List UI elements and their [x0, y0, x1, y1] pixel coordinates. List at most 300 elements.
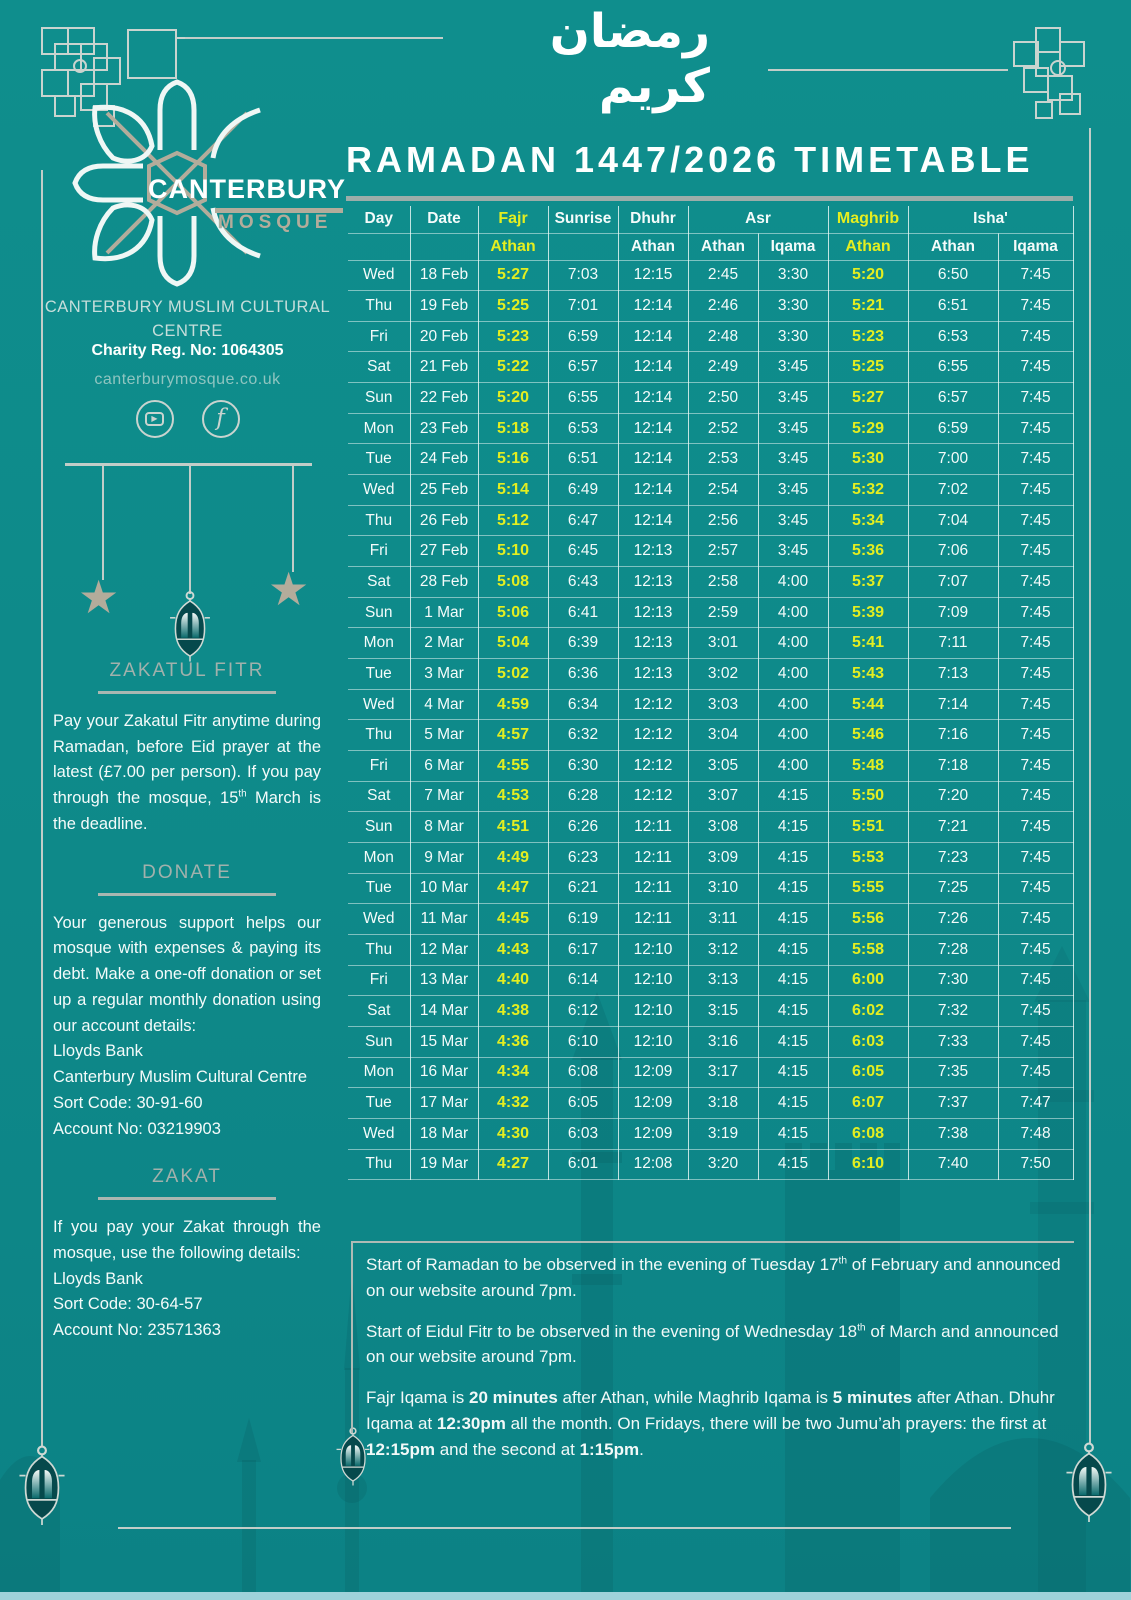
cell: 12:14 — [618, 475, 688, 506]
cell: 4:38 — [478, 996, 548, 1027]
cell: 5:14 — [478, 475, 548, 506]
cell: 6:53 — [548, 413, 618, 444]
cell: 1 Mar — [410, 597, 478, 628]
cell: 4:00 — [758, 689, 828, 720]
facebook-icon[interactable]: f — [202, 400, 240, 438]
cell: 7:45 — [998, 996, 1073, 1027]
cell: 7:45 — [998, 781, 1073, 812]
cell: 27 Feb — [410, 536, 478, 567]
cell: 4:15 — [758, 1088, 828, 1119]
cell: 2:53 — [688, 444, 758, 475]
cell: 3:13 — [688, 965, 758, 996]
cell: 6:57 — [908, 383, 998, 414]
column-header: Dhuhr — [618, 206, 688, 233]
website-link[interactable]: canterburymosque.co.uk — [94, 371, 281, 388]
table-row — [348, 475, 1073, 506]
cell: 3 Mar — [410, 659, 478, 690]
cell: 7:50 — [998, 1149, 1073, 1180]
decor-string-right — [292, 464, 294, 572]
cell: 4:00 — [758, 567, 828, 598]
cell: 7:20 — [908, 781, 998, 812]
table-row — [348, 1149, 1073, 1180]
cell: 3:11 — [688, 904, 758, 935]
cell: 6:08 — [828, 1118, 908, 1149]
cell: 6:19 — [548, 904, 618, 935]
bottom-edge-strip — [0, 1592, 1131, 1600]
cell: 7:45 — [998, 965, 1073, 996]
cell: Sat — [348, 352, 410, 383]
cell: 7:45 — [998, 413, 1073, 444]
table-row — [348, 444, 1073, 475]
social-icons — [40, 400, 335, 438]
column-header: Maghrib — [828, 206, 908, 233]
text-run: 20 minutes — [468, 1388, 558, 1408]
cell: 4:15 — [758, 934, 828, 965]
cell: 4:27 — [478, 1149, 548, 1180]
text-run: after Athan. Dhuhr Iqama at — [366, 1388, 1055, 1434]
section-paragraph — [53, 1267, 321, 1293]
cell: 3:45 — [758, 413, 828, 444]
frame-line-left — [41, 170, 43, 1446]
cell: 19 Feb — [410, 291, 478, 322]
cell: 6:03 — [548, 1118, 618, 1149]
cell: 6:05 — [828, 1057, 908, 1088]
cell: 6:03 — [828, 1026, 908, 1057]
cell: 7:00 — [908, 444, 998, 475]
cell: 5 Mar — [410, 720, 478, 751]
cell: Sat — [348, 996, 410, 1027]
text-run: 12:15pm — [366, 1439, 435, 1459]
cell: 7:45 — [998, 934, 1073, 965]
cell: 5:39 — [828, 597, 908, 628]
cell: 12:13 — [618, 597, 688, 628]
cell: 7:13 — [908, 659, 998, 690]
lantern-bottom-left — [16, 1444, 68, 1528]
text-run: Lloyds Bank — [53, 1042, 143, 1061]
cell: 4:00 — [758, 628, 828, 659]
cell: 15 Mar — [410, 1026, 478, 1057]
cell: Mon — [348, 628, 410, 659]
cell: 2:50 — [688, 383, 758, 414]
cell: 5:27 — [478, 260, 548, 291]
charity-registration: Charity Reg. No: 1064305 — [91, 342, 284, 359]
cell: 12:12 — [618, 781, 688, 812]
cell: 5:43 — [828, 659, 908, 690]
column-subheader: Iqama — [758, 233, 828, 260]
column-header: Date — [410, 206, 478, 233]
cell: 7:26 — [908, 904, 998, 935]
cell: 7:45 — [998, 291, 1073, 322]
column-header: Asr — [688, 206, 828, 233]
table-row — [348, 720, 1073, 751]
cell: 4:36 — [478, 1026, 548, 1057]
table-row — [348, 873, 1073, 904]
cell: 19 Mar — [410, 1149, 478, 1180]
cell: 3:02 — [688, 659, 758, 690]
cell: 5:56 — [828, 904, 908, 935]
table-row — [348, 996, 1073, 1027]
section-paragraph — [53, 1292, 321, 1318]
text-run: Account No: 03219903 — [53, 1119, 221, 1138]
cell: 4:55 — [478, 751, 548, 782]
cell: 7:45 — [998, 904, 1073, 935]
cell: Sun — [348, 812, 410, 843]
cell: 6:47 — [548, 505, 618, 536]
cell: 5:50 — [828, 781, 908, 812]
cell: 3:09 — [688, 842, 758, 873]
cell: 6:10 — [828, 1149, 908, 1180]
cell: Tue — [348, 1088, 410, 1119]
cell: 4:15 — [758, 812, 828, 843]
cell: 3:15 — [688, 996, 758, 1027]
cell: 7:45 — [998, 812, 1073, 843]
cell: 12:11 — [618, 873, 688, 904]
cell: 6:01 — [548, 1149, 618, 1180]
cell: 7:38 — [908, 1118, 998, 1149]
cell: Wed — [348, 1118, 410, 1149]
cell: 6:02 — [828, 996, 908, 1027]
cell: 3:01 — [688, 628, 758, 659]
cell: 5:23 — [828, 321, 908, 352]
cell: 4:49 — [478, 842, 548, 873]
section-donate — [53, 862, 321, 1143]
cell: 12:09 — [618, 1088, 688, 1119]
table-row — [348, 321, 1073, 352]
table-row — [348, 291, 1073, 322]
note-paragraph — [366, 1385, 1068, 1462]
note-paragraph — [366, 1319, 1068, 1371]
cell: 4:00 — [758, 597, 828, 628]
cell: 5:29 — [828, 413, 908, 444]
cell: Thu — [348, 1149, 410, 1180]
cell: Mon — [348, 842, 410, 873]
cell: 20 Feb — [410, 321, 478, 352]
cell: 6:53 — [908, 321, 998, 352]
cell: 3:45 — [758, 352, 828, 383]
cell: 3:07 — [688, 781, 758, 812]
cell: Mon — [348, 413, 410, 444]
cell: 4:53 — [478, 781, 548, 812]
cell: 10 Mar — [410, 873, 478, 904]
section-underline — [98, 691, 276, 694]
cell: 12:10 — [618, 1026, 688, 1057]
cell: 5:48 — [828, 751, 908, 782]
cell: 12:14 — [618, 444, 688, 475]
ramadan-kareem-calligraphy: رمضان كريم — [549, 4, 710, 114]
cell: 7:30 — [908, 965, 998, 996]
cell: Thu — [348, 505, 410, 536]
cell: 4:15 — [758, 996, 828, 1027]
cell: 6:08 — [548, 1057, 618, 1088]
section-zakat — [53, 1166, 321, 1344]
notes-left-rule — [351, 1241, 353, 1433]
page-title: RAMADAN 1447/2026 TIMETABLE — [346, 139, 1034, 180]
frame-line-top-right — [768, 69, 1008, 71]
organisation-name: CANTERBURY MUSLIM CULTURAL CENTRE — [44, 298, 331, 340]
cell: 7:45 — [998, 689, 1073, 720]
cell: 6:14 — [548, 965, 618, 996]
cell: 12:14 — [618, 321, 688, 352]
cell: 5:32 — [828, 475, 908, 506]
table-row — [348, 628, 1073, 659]
cell: 7:45 — [998, 536, 1073, 567]
text-run: Start of Eidul Fitr to be observed in the evening of Wednesday 18 — [366, 1321, 858, 1341]
cell: 5:23 — [478, 321, 548, 352]
cell: 4:45 — [478, 904, 548, 935]
cell: 26 Feb — [410, 505, 478, 536]
cell: 6:41 — [548, 597, 618, 628]
text-run: of February and announced on our website around 7pm. — [366, 1255, 1061, 1300]
cell: 7:45 — [998, 720, 1073, 751]
text-run: Lloyds Bank — [53, 1269, 143, 1288]
mosque-logo — [55, 78, 355, 303]
cell: 3:45 — [758, 536, 828, 567]
cell: 5:27 — [828, 383, 908, 414]
frame-line-bottom — [118, 1527, 1011, 1529]
cell: 7:45 — [998, 505, 1073, 536]
cell: 4:00 — [758, 659, 828, 690]
star-icon-right: ★ — [268, 563, 310, 615]
text-run: and the second at — [434, 1439, 580, 1459]
cell: Sat — [348, 781, 410, 812]
cell: 5:44 — [828, 689, 908, 720]
cell: 4:59 — [478, 689, 548, 720]
cell: Thu — [348, 720, 410, 751]
text-run: th — [238, 788, 247, 800]
cell: 7:28 — [908, 934, 998, 965]
cell: 3:03 — [688, 689, 758, 720]
cell: 5:08 — [478, 567, 548, 598]
cell: 5:34 — [828, 505, 908, 536]
cell: 6:50 — [908, 260, 998, 291]
cell: 5:25 — [478, 291, 548, 322]
cell: Wed — [348, 260, 410, 291]
cell: 28 Feb — [410, 567, 478, 598]
section-paragraph — [53, 1117, 321, 1143]
cell: 4:15 — [758, 1057, 828, 1088]
subheader-row — [348, 233, 1073, 260]
cell: 7:45 — [998, 597, 1073, 628]
table-row — [348, 413, 1073, 444]
cell: 5:16 — [478, 444, 548, 475]
column-subheader: Athan — [478, 233, 548, 260]
cell: 2:49 — [688, 352, 758, 383]
cell: 7:45 — [998, 260, 1073, 291]
cell: 7:01 — [548, 291, 618, 322]
cell: 7:04 — [908, 505, 998, 536]
text-run: If you pay your Zakat through the mosque, use the following details: — [53, 1218, 321, 1263]
youtube-icon[interactable]: ▶ — [136, 400, 174, 438]
section-paragraph — [53, 1065, 321, 1091]
table-row — [348, 597, 1073, 628]
cell: Fri — [348, 751, 410, 782]
cell: 7:45 — [998, 751, 1073, 782]
cell: 7:45 — [998, 628, 1073, 659]
timetable — [348, 206, 1074, 1180]
text-run: Fajr Iqama is — [366, 1388, 469, 1408]
cell: 6:05 — [548, 1088, 618, 1119]
cell: 3:19 — [688, 1118, 758, 1149]
cell: 6:51 — [548, 444, 618, 475]
table-row — [348, 934, 1073, 965]
cell: 5:37 — [828, 567, 908, 598]
header-row — [348, 206, 1073, 233]
text-run: 1:15pm — [579, 1439, 640, 1459]
cell: 2:57 — [688, 536, 758, 567]
cell: 22 Feb — [410, 383, 478, 414]
section-underline — [98, 893, 276, 896]
cell: 7:37 — [908, 1088, 998, 1119]
cell: 7:45 — [998, 383, 1073, 414]
cell: 12:10 — [618, 934, 688, 965]
logo-wordmark: CANTERBURY — [148, 174, 346, 204]
cell: 6:23 — [548, 842, 618, 873]
cell: 13 Mar — [410, 965, 478, 996]
cell: 4:15 — [758, 842, 828, 873]
cell: 5:18 — [478, 413, 548, 444]
section-paragraph — [53, 911, 321, 1040]
table-row — [348, 260, 1073, 291]
cell: Tue — [348, 444, 410, 475]
text-run: 12:30pm — [436, 1414, 506, 1434]
cell: 5:58 — [828, 934, 908, 965]
cell: 4:40 — [478, 965, 548, 996]
table-row — [348, 536, 1073, 567]
cell: Sun — [348, 597, 410, 628]
section-paragraph — [53, 709, 321, 838]
text-run: Canterbury Muslim Cultural Centre — [53, 1068, 308, 1087]
cell: 6:21 — [548, 873, 618, 904]
cell: 4:43 — [478, 934, 548, 965]
cell: 6:43 — [548, 567, 618, 598]
cell: 12:11 — [618, 812, 688, 843]
section-heading: ZAKATUL FITR — [109, 660, 265, 681]
cell: 3:05 — [688, 751, 758, 782]
cell: Wed — [348, 689, 410, 720]
cell: 4:34 — [478, 1057, 548, 1088]
cell: 12:14 — [618, 383, 688, 414]
text-run: all the month. On Fridays, there will be two Jumu’ah prayers: the first at — [505, 1414, 1047, 1434]
cell: 4:15 — [758, 781, 828, 812]
cell: 7:45 — [998, 1026, 1073, 1057]
cell: 12:12 — [618, 720, 688, 751]
cell: 7:45 — [998, 444, 1073, 475]
cell: 12:13 — [618, 628, 688, 659]
section-heading: ZAKAT — [152, 1166, 222, 1188]
cell: 7:45 — [998, 842, 1073, 873]
column-header: Fajr — [478, 206, 548, 233]
table-row — [348, 812, 1073, 843]
cell: 7:07 — [908, 567, 998, 598]
table-row — [348, 1026, 1073, 1057]
cell: 5:41 — [828, 628, 908, 659]
text-run: . — [639, 1439, 644, 1459]
cell: 12:11 — [618, 842, 688, 873]
cell: 5:04 — [478, 628, 548, 659]
cell: 3:45 — [758, 475, 828, 506]
frame-line-top-left — [185, 37, 443, 39]
column-subheader — [410, 233, 478, 260]
cell: 12:14 — [618, 505, 688, 536]
cell: 4:51 — [478, 812, 548, 843]
text-run: of March and announced on our website around 7pm. — [366, 1321, 1059, 1367]
table-row — [348, 383, 1073, 414]
cell: 3:45 — [758, 444, 828, 475]
text-run: after Athan, while Maghrib Iqama is — [557, 1388, 833, 1408]
cell: Fri — [348, 536, 410, 567]
cell: 3:45 — [758, 383, 828, 414]
text-run: Start of Ramadan to be observed in the evening of Tuesday 17 — [366, 1255, 839, 1274]
table-row — [348, 689, 1073, 720]
section-paragraph — [53, 1091, 321, 1117]
cell: 6:34 — [548, 689, 618, 720]
cell: 7:45 — [998, 352, 1073, 383]
decor-string-middle — [189, 464, 191, 594]
cell: 12:11 — [618, 904, 688, 935]
cell: 6:07 — [828, 1088, 908, 1119]
section-paragraph — [53, 1039, 321, 1065]
cell: 12:15 — [618, 260, 688, 291]
cell: 3:18 — [688, 1088, 758, 1119]
cell: 7:25 — [908, 873, 998, 904]
cell: 7:09 — [908, 597, 998, 628]
notes-top-rule — [352, 1241, 1074, 1243]
cell: 4:15 — [758, 1149, 828, 1180]
cell: Wed — [348, 904, 410, 935]
cell: 9 Mar — [410, 842, 478, 873]
cell: 5:21 — [828, 291, 908, 322]
cell: 5:12 — [478, 505, 548, 536]
cell: 4:47 — [478, 873, 548, 904]
cell: 6:55 — [548, 383, 618, 414]
cell: 2:56 — [688, 505, 758, 536]
cell: 5:30 — [828, 444, 908, 475]
cell: 6:28 — [548, 781, 618, 812]
cell: 6:26 — [548, 812, 618, 843]
cell: 7:45 — [998, 659, 1073, 690]
column-header: Sunrise — [548, 206, 618, 233]
column-subheader: Athan — [828, 233, 908, 260]
cell: 12:13 — [618, 659, 688, 690]
sidebar-sections — [53, 660, 321, 1368]
cell: 5:06 — [478, 597, 548, 628]
table-row — [348, 352, 1073, 383]
star-icon-left: ★ — [78, 571, 120, 623]
cell: 5:20 — [828, 260, 908, 291]
title-underline — [346, 196, 1073, 201]
cell: 25 Feb — [410, 475, 478, 506]
cell: 7:35 — [908, 1057, 998, 1088]
cell: 17 Mar — [410, 1088, 478, 1119]
table-row — [348, 659, 1073, 690]
cell: 12:10 — [618, 996, 688, 1027]
cell: 7:45 — [998, 475, 1073, 506]
cell: Thu — [348, 934, 410, 965]
cell: 12:09 — [618, 1057, 688, 1088]
cell: 6:36 — [548, 659, 618, 690]
cell: 4:30 — [478, 1118, 548, 1149]
cell: Tue — [348, 873, 410, 904]
column-subheader: Athan — [908, 233, 998, 260]
column-header: Day — [348, 206, 410, 233]
table-row — [348, 1088, 1073, 1119]
cell: 5:02 — [478, 659, 548, 690]
cell: Mon — [348, 1057, 410, 1088]
cell: 5:36 — [828, 536, 908, 567]
cell: 6:12 — [548, 996, 618, 1027]
cell: 2:58 — [688, 567, 758, 598]
cell: Sun — [348, 383, 410, 414]
